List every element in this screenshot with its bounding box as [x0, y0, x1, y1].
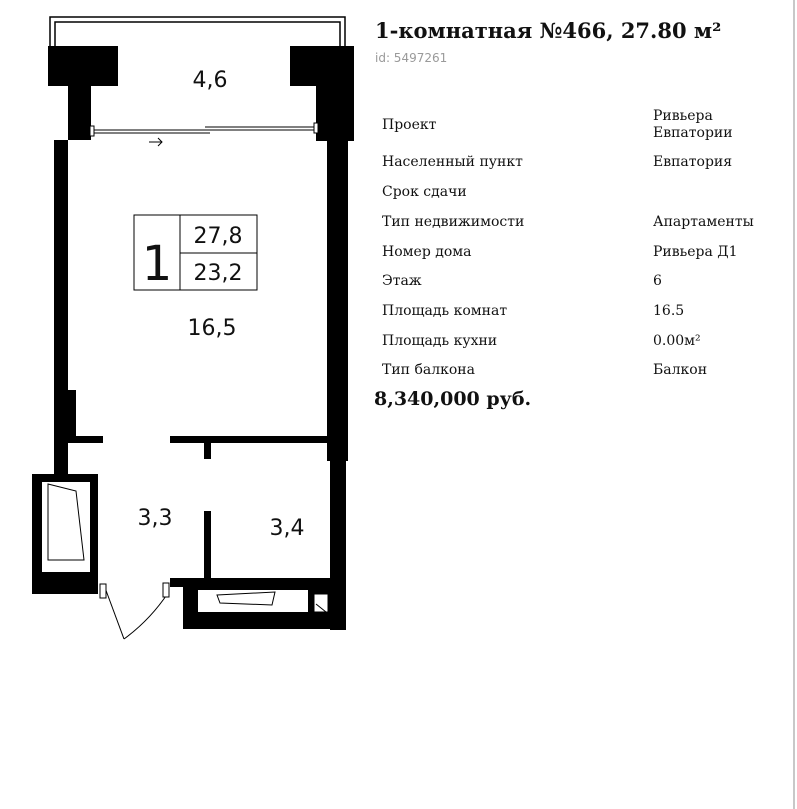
property-label: Номер дома: [382, 244, 472, 260]
wall-pillar-left: [68, 84, 91, 140]
vent-shaft: [314, 594, 328, 612]
room-area-label: 16,5: [187, 316, 237, 341]
property-label: Населенный пункт: [382, 154, 523, 170]
partition-left: [68, 436, 103, 443]
property-value: 6: [653, 273, 662, 289]
property-row-balcony: [382, 362, 777, 382]
partition-stub: [204, 443, 211, 459]
wall-left-lower: [68, 390, 76, 438]
floor-plan: [25, 12, 370, 662]
property-label: Площадь комнат: [382, 303, 508, 319]
property-label: Проект: [382, 117, 437, 133]
balcony-area-label: 4,6: [192, 68, 228, 93]
wall-top-right: [290, 46, 354, 86]
property-value: 16.5: [653, 303, 685, 319]
property-row-house: [382, 244, 777, 273]
partition-right: [170, 436, 330, 443]
property-label: Этаж: [382, 273, 422, 289]
arrow-right-icon: [149, 138, 162, 146]
property-value: Ривьера Д1: [653, 244, 738, 260]
property-label: Срок сдачи: [382, 184, 467, 200]
property-row-project: [382, 108, 777, 142]
property-row-floor: [382, 273, 777, 303]
listing-id: id: 5497261: [375, 51, 448, 65]
property-row-type: [382, 214, 777, 244]
total-area: 27,8: [193, 224, 243, 249]
property-value: Балкон: [653, 362, 708, 378]
property-row-kitchen-area: [382, 333, 777, 362]
balcony-railing: [50, 17, 345, 46]
properties-table: [382, 108, 777, 382]
bathroom-wall: [204, 511, 211, 581]
property-row-deadline: [382, 184, 777, 214]
entrance-door: [100, 583, 169, 639]
wall-right: [327, 141, 348, 461]
balcony-window: [90, 123, 318, 136]
rooms-count: 1: [141, 236, 173, 292]
property-row-room-area: [382, 303, 777, 333]
property-value: 0.00м²: [653, 333, 701, 349]
property-value: Евпатория: [653, 154, 733, 170]
listing-title: 1-комнатная №466, 27.80 м²: [375, 18, 722, 43]
wall-left: [54, 140, 68, 460]
wall-lower-left: [54, 460, 68, 475]
price: 8,340,000 руб.: [374, 388, 532, 410]
property-row-city: [382, 154, 777, 184]
bathroom-area-label: 3,4: [269, 516, 305, 541]
property-label: Тип недвижимости: [382, 214, 525, 230]
living-area: 23,2: [193, 261, 243, 286]
property-value: Апартаменты: [653, 214, 754, 230]
wall-top-left: [48, 46, 118, 86]
property-label: Площадь кухни: [382, 333, 498, 349]
hall-area-label: 3,3: [137, 506, 173, 531]
wall-pillar-right: [316, 84, 354, 141]
property-label: Тип балкона: [382, 362, 475, 378]
property-value: Ривьера Евпатории: [653, 108, 733, 141]
